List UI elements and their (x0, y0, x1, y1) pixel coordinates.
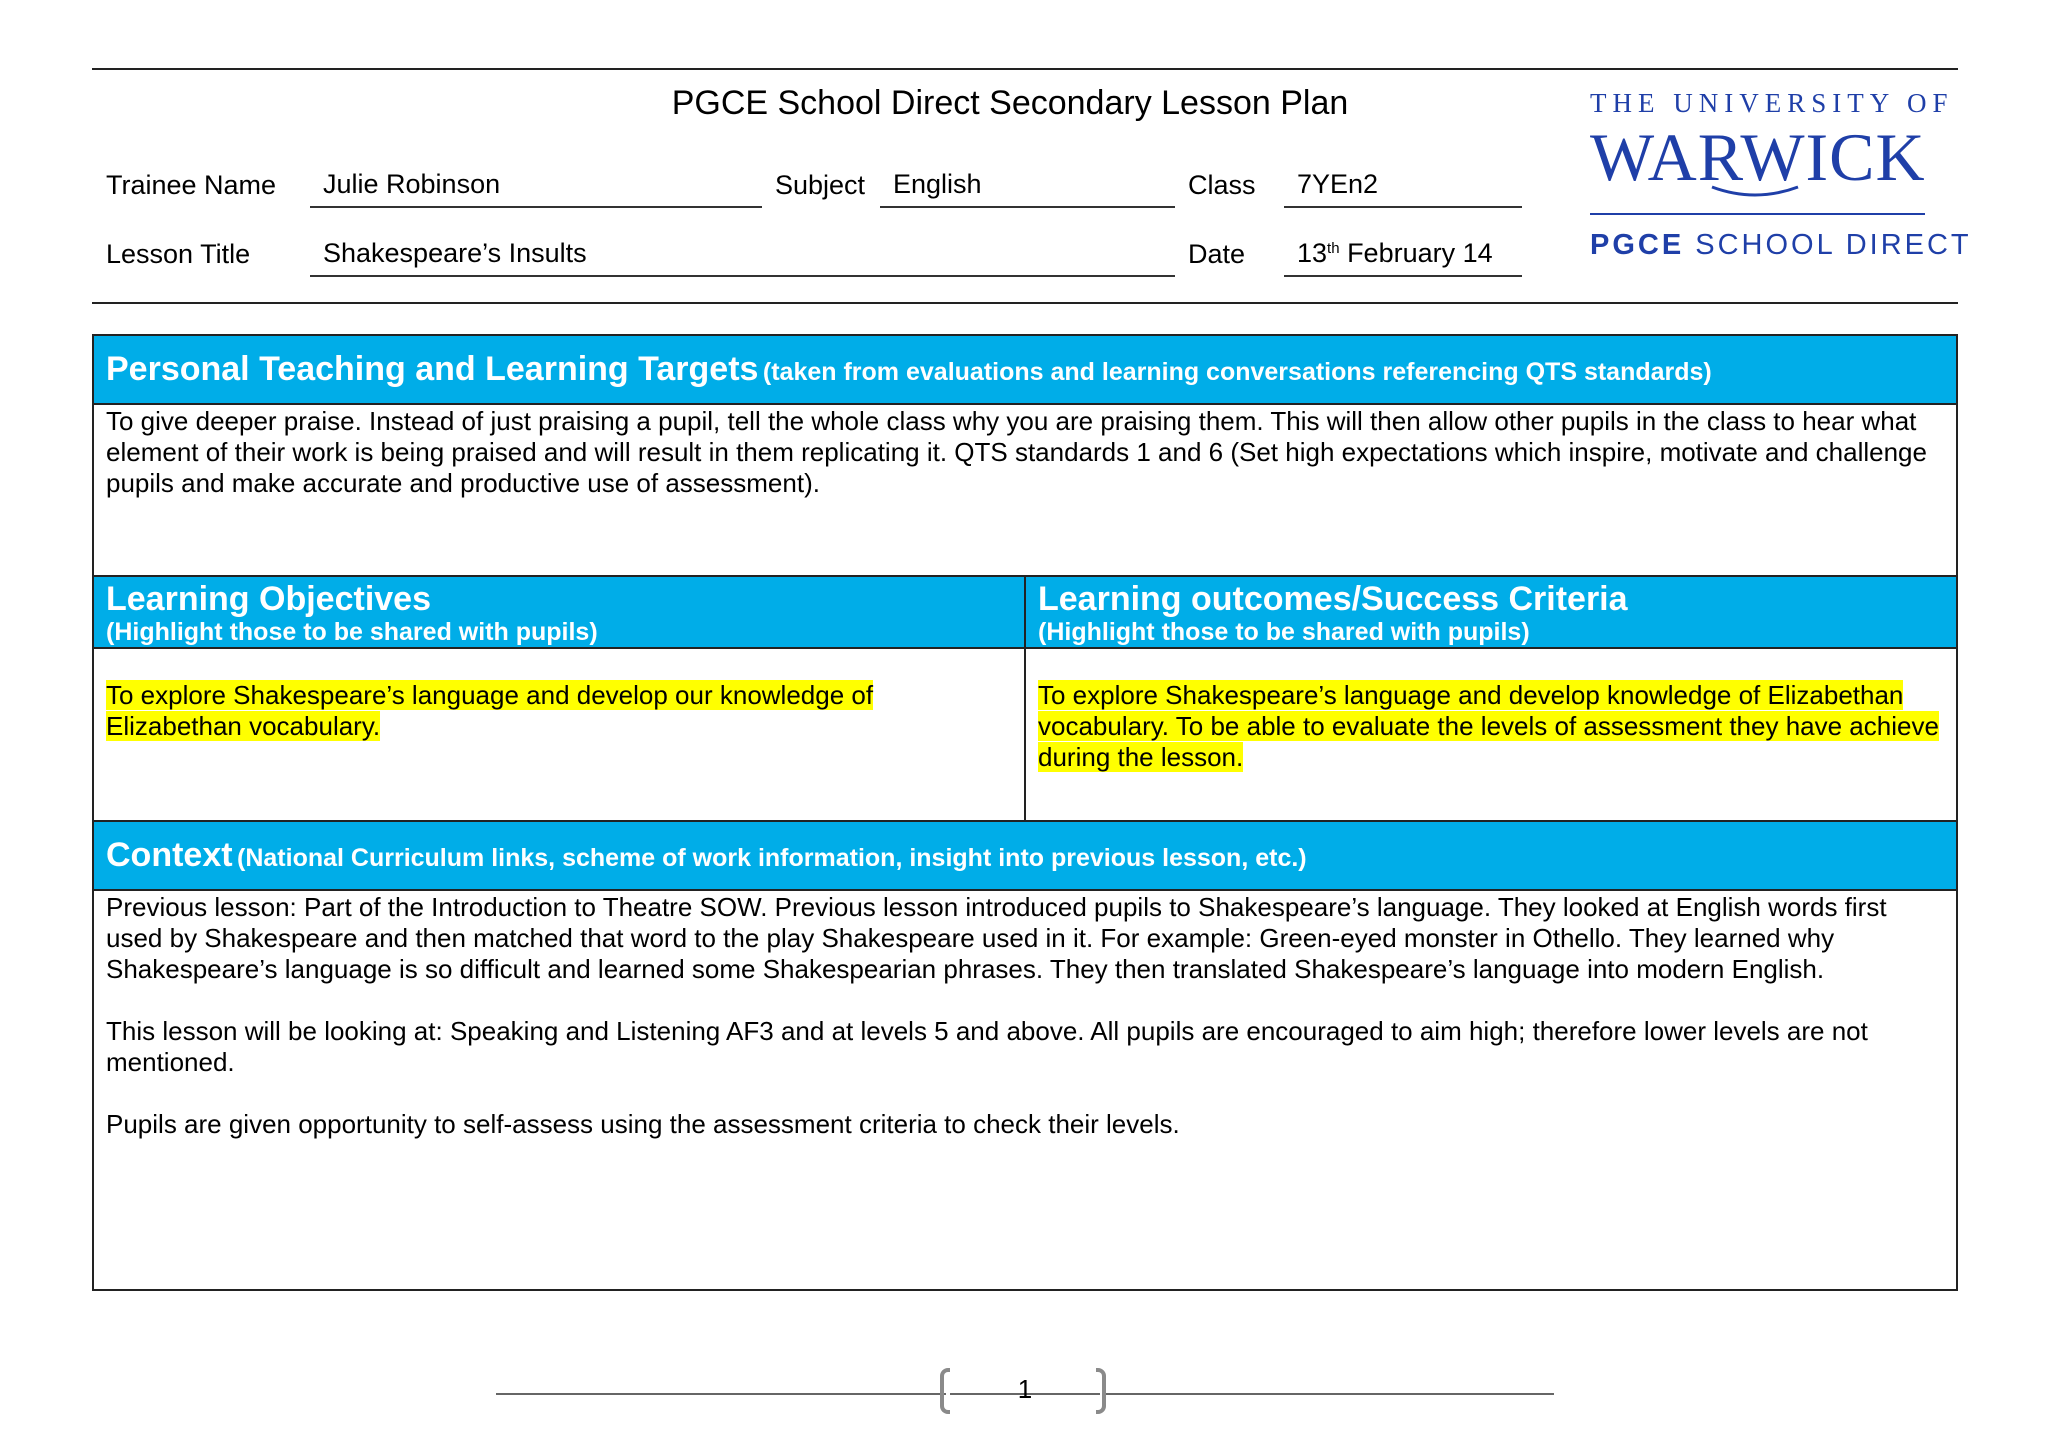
objectives-highlight: To explore Shakespeare’s language and develop our knowledge of Elizabethan vocabulary. (106, 680, 874, 741)
logo-pgce-school-direct (1590, 229, 1972, 262)
outcomes-body (1038, 680, 1950, 773)
footer-rule-right (1104, 1393, 1554, 1395)
university-logo (1590, 88, 1972, 262)
subject-label: Subject (775, 170, 866, 200)
objectives-column-divider (1024, 575, 1026, 822)
outcomes-header (1026, 577, 1956, 647)
objectives-body (106, 680, 1006, 742)
context-body (106, 892, 1948, 1140)
context-header-divider (92, 889, 1958, 891)
outcomes-heading: Learning outcomes/Success Criteria (1038, 580, 1628, 618)
context-paragraph: Previous lesson: Part of the Introduction to Theatre SOW. Previous lesson introduced pupils to Shakespeare’s language. They looked at English words first used by Shakespeare and then matched that word to the play Shakespeare used in it. For example: Green-eyed monster in Othello. They learned why Shakespeare’s language is so difficult and learned some Shakespearian phrases. They then translated Shakespeare’s language into modern English. (106, 892, 1887, 984)
targets-subheading: (taken from evaluations and learning conversations referencing QTS standards) (762, 358, 1712, 386)
targets-header-divider (92, 403, 1958, 405)
objectives-header-divider (92, 647, 1958, 649)
date-field (1284, 235, 1522, 277)
context-heading: Context (106, 836, 233, 874)
outcomes-subheading: (Highlight those to be shared with pupils) (1038, 618, 1530, 646)
date-rest: February 14 (1339, 238, 1493, 268)
lesson-title-field: Shakespeare’s Insults (310, 235, 1175, 277)
context-header (94, 822, 1956, 889)
objectives-heading: Learning Objectives (106, 580, 431, 618)
page-bracket-right-icon (1096, 1368, 1106, 1414)
logo-warwick: WARWICK (1590, 119, 1926, 195)
class-field: 7YEn2 (1284, 166, 1522, 208)
date-label: Date (1188, 239, 1246, 269)
page-title: PGCE School Direct Secondary Lesson Plan (671, 84, 1349, 122)
context-paragraph: This lesson will be looking at: Speaking and Listening AF3 and at levels 5 and above. All pupils are encouraged to aim high; therefore lower levels are not mentioned. (106, 1016, 1868, 1077)
targets-heading: Personal Teaching and Learning Targets (106, 350, 759, 388)
targets-header (94, 336, 1956, 403)
footer-rule-left (496, 1393, 946, 1395)
header-bottom-rule (92, 302, 1958, 304)
objectives-header (94, 577, 1024, 647)
date-day: 13 (1297, 238, 1328, 268)
lesson-title-label: Lesson Title (106, 239, 251, 269)
targets-body: To give deeper praise. Instead of just praising a pupil, tell the whole class why you are praising them. This will then allow other pupils in the class to hear what element of their work is being praised and will result in them replicating it. QTS standards 1 and 6 (Set high expectations which inspire, motivate and challenge pupils and make accurate and productive use of assessment). (106, 406, 1927, 498)
trainee-name-field: Julie Robinson (310, 166, 762, 208)
subject-field: English (880, 166, 1175, 208)
logo-rule (1590, 213, 1925, 215)
date-suffix: th (1327, 240, 1340, 257)
context-paragraph: Pupils are given opportunity to self-assess using the assessment criteria to check their levels. (106, 1109, 1180, 1139)
class-label: Class (1188, 170, 1256, 200)
top-rule (92, 68, 1958, 70)
logo-pgce: PGCE (1590, 229, 1685, 261)
context-subheading: (National Curriculum links, scheme of work information, insight into previous lesson, etc.) (237, 844, 1307, 872)
objectives-subheading: (Highlight those to be shared with pupils) (106, 618, 598, 646)
outcomes-highlight: To explore Shakespeare’s language and develop knowledge of Elizabethan vocabulary. To be able to evaluate the levels of assessment they have achieve during the lesson. (1038, 680, 1939, 772)
logo-school-direct: SCHOOL DIRECT (1695, 229, 1972, 261)
page-number: 1 (1017, 1374, 1033, 1404)
logo-university-of: THE UNIVERSITY OF (1590, 88, 1954, 118)
trainee-name-label: Trainee Name (106, 170, 277, 200)
page-bracket-left-icon (940, 1368, 950, 1414)
